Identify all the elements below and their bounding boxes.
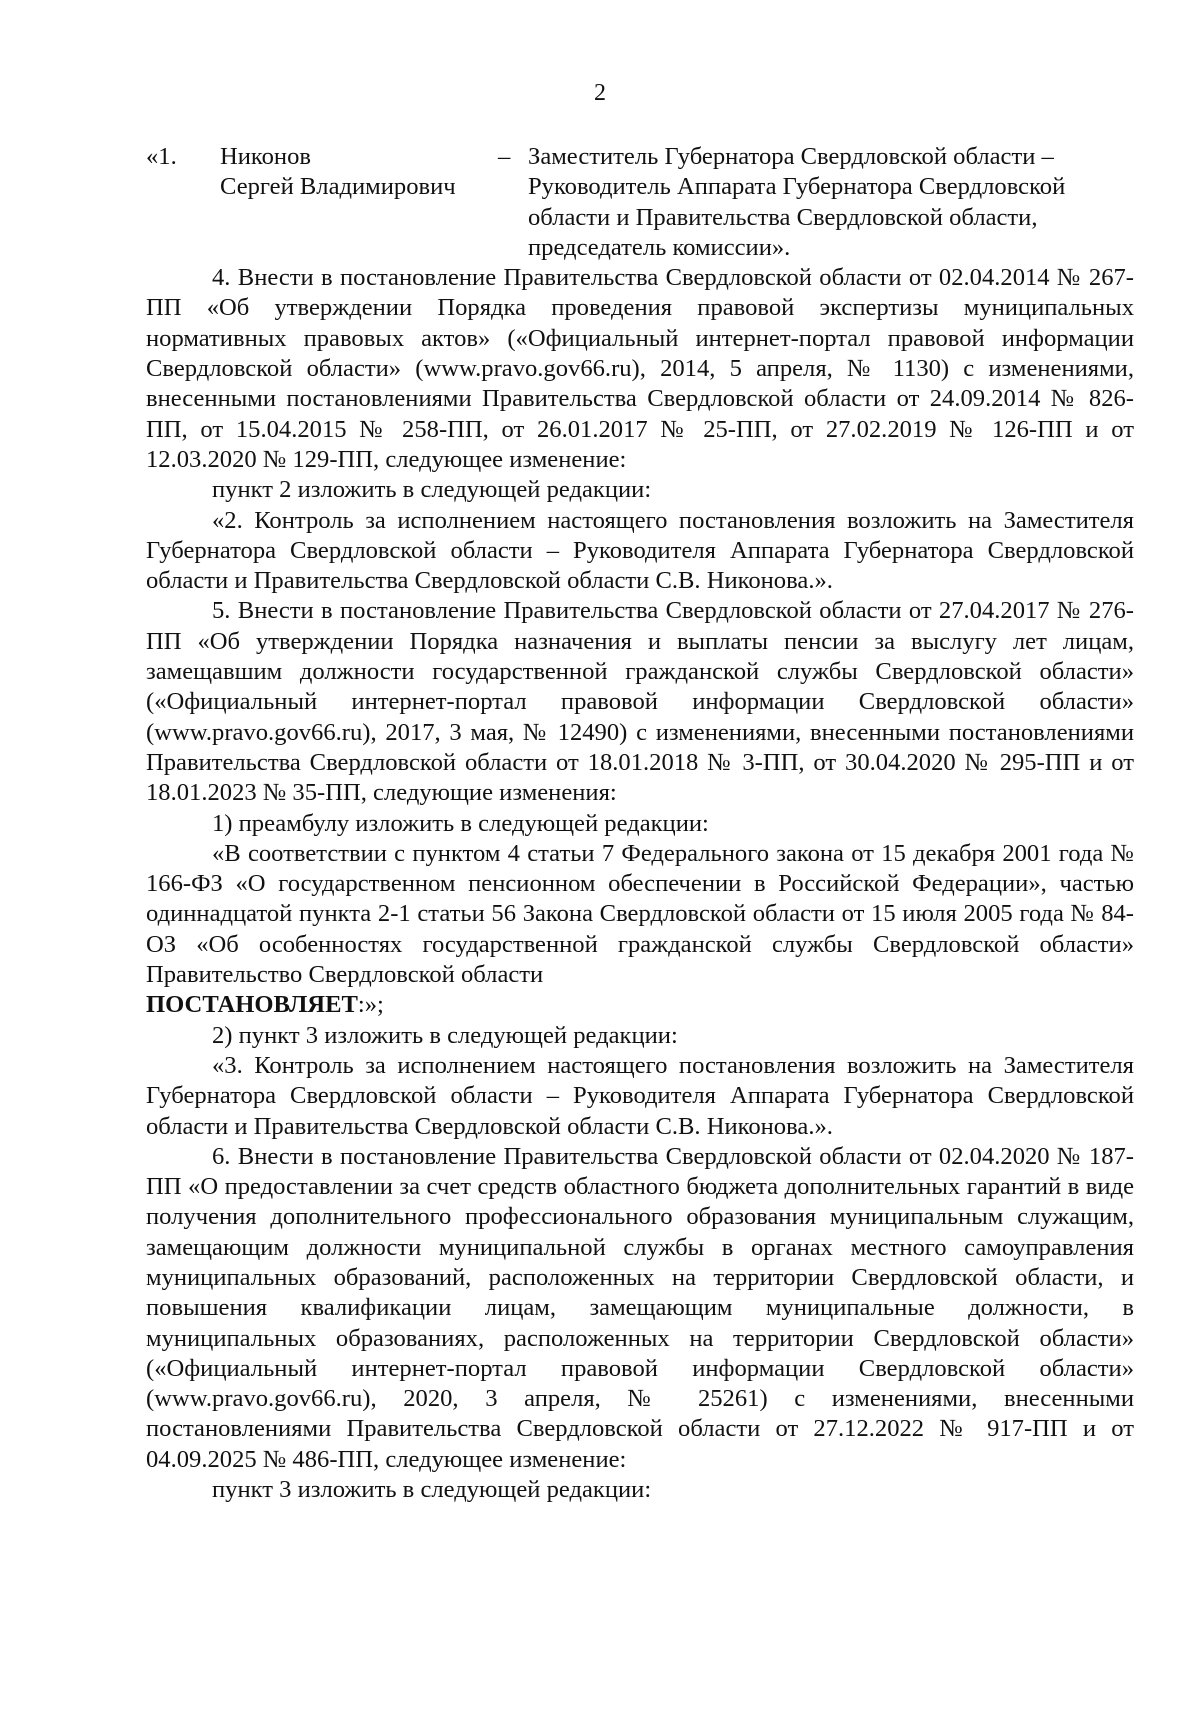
page-number: 2 [594,80,606,106]
resolution-tail: :»; [357,991,384,1019]
paragraph-5-item-2: 2) пункт 3 изложить в следующей редакции: [212,1021,678,1049]
member-name [220,142,498,263]
member-number: «1. [146,143,177,170]
paragraph-5-item-2-quote: «3. Контроль за исполнением настоящего постановления возложить на Заместителя Губернатора Свердловской области – Руководителя Аппарата Губернатора Свердловской области и Правительства Свердловской области С.В. Никонова.». [146,1051,1134,1140]
member-position [528,142,1134,263]
member-position-line: Руководитель Аппарата Губернатора Свердловской [528,173,1066,201]
member-given-names: Сергей Владимирович [220,173,456,201]
document-body [146,142,1134,1505]
member-dash: – [498,143,511,170]
member-position-line: Заместитель Губернатора Свердловской области – [528,143,1054,170]
resolution-line [146,990,1134,1020]
member-position-line: области и Правительства Свердловской области, [528,203,1038,231]
paragraph-5-item-1: 1) преамбулу изложить в следующей редакции: [212,809,709,837]
commission-member-row [146,142,1134,263]
paragraph-6-instruction: пункт 3 изложить в следующей редакции: [212,1476,652,1504]
paragraph-5-item-1-quote: «В соответствии с пунктом 4 статьи 7 Федерального закона от 15 декабря 2001 года № 166-ФЗ «О государственном пенсионном обеспечении в Российской Федерации», частью одиннадцатой пункта 2-1 статьи 56 Закона Свердловской области от 15 июля 2005 года № 84-ОЗ «Об особенностях государственной гражданской службы Свердловской области» Правительство Свердловской области [146,839,1134,989]
paragraph-5: 5. Внести в постановление Правительства Свердловской области от 27.04.2017 № 276-ПП «Об утверждении Порядка назначения и выплаты пенсии за выслугу лет лицам, замещавшим должности государственной гражданской службы Свердловской области» («Официальный интернет-портал правовой информации Свердловской области» (www.pravo.gov66.ru), 2017, 3 мая, № 12490) с изменениями, внесенными постановлениями Правительства Свердловской области от 18.01.2018 № 3-ПП, от 30.04.2020 № 295-ПП и от 18.01.2023 № 35-ПП, следующие изменения: [146,597,1134,807]
paragraph-4-quote: «2. Контроль за исполнением настоящего постановления возложить на Заместителя Губернатора Свердловской области – Руководителя Аппарата Губернатора Свердловской области и Правительства Свердловской области С.В. Никонова.». [146,506,1134,595]
member-surname: Никонов [220,143,311,170]
paragraph-4-instruction: пункт 2 изложить в следующей редакции: [212,476,652,504]
paragraph-6: 6. Внести в постановление Правительства Свердловской области от 02.04.2020 № 187-ПП «О предоставлении за счет средств областного бюджета дополнительных гарантий в виде получения дополнительного профессионального образования муниципальным служащим, замещающим должности муниципальной службы в органах местного самоуправления муниципальных образований, расположенных на территории Свердловской области, и повышения квалификации лицам, замещающим муниципальные должности, в муниципальных образованиях, расположенных на территории Свердловской области» («Официальный интернет-портал правовой информации Свердловской области» (www.pravo.gov66.ru), 2020, 3 апреля, № 25261) с изменениями, внесенными постановлениями Правительства Свердловской области от 27.12.2022 № 917-ПП и от 04.09.2025 № 486-ПП, следующее изменение: [146,1142,1134,1473]
paragraph-4: 4. Внести в постановление Правительства Свердловской области от 02.04.2014 № 267-ПП «Об утверждении Порядка проведения правовой экспертизы муниципальных нормативных правовых актов» («Официальный интернет-портал правовой информации Свердловской области» (www.pravo.gov66.ru), 2014, 5 апреля, № 1130) с изменениями, внесенными постановлениями Правительства Свердловской области от 24.09.2014 № 826-ПП, от 15.04.2015 № 258-ПП, от 26.01.2017 № 25-ПП, от 27.02.2019 № 126-ПП и от 12.03.2020 № 129-ПП, следующее изменение: [146,264,1134,473]
member-position-line: председатель комиссии». [528,233,791,261]
resolution-keyword: ПОСТАНОВЛЯЕТ [146,991,358,1019]
